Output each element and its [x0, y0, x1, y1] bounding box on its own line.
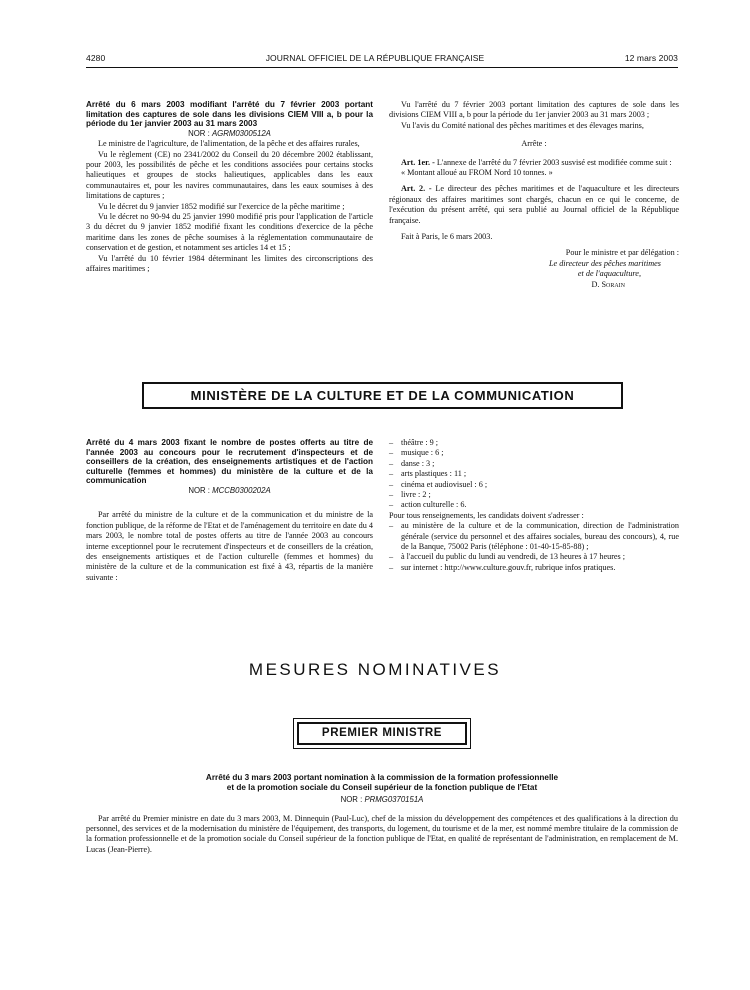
arrete-1-article-1: Art. 1er. - L'annexe de l'arrêté du 7 février 2003 susvisé est modifiée comme suit : — [401, 157, 672, 167]
arrete-1-signature-line-1: Pour le ministre et par délégation : — [565, 248, 679, 258]
contact-intro: Pour tous renseignements, les candidats doivent s'adresser : — [389, 510, 584, 520]
journal-title: JOURNAL OFFICIEL DE LA RÉPUBLIQUE FRANÇAISE — [265, 53, 485, 63]
arrete-1-visa-reglement: Vu le règlement (CE) no 2341/2002 du Conseil du 20 décembre 2002 établissant, pour 2003, les possibilités de pêche et les conditions associées pour certains stocks halieutiques et groupes de stocks halieutiques, applicables dans les eaux communautaires et, pour les navires communautaires, dans les eaux soumises à des limitations de captures ; — [86, 149, 373, 201]
arrete-2-nor: NOR : MCCB0300202A — [188, 485, 271, 495]
arrete-1-title: Arrêté du 6 mars 2003 modifiant l'arrêté du 7 février 2003 portant limitation des captures de sole dans les divisions CIEM VIII a, b pour la période du 1er janvier 2003 au 31 mars 2003 — [86, 100, 373, 129]
page-number: 4280 — [86, 53, 106, 63]
arrete-2-body: Par arrêté du ministre de la culture et de la communication et du ministre de la fonction publique, de la réforme de l'Etat et de l'aménagement du territoire en date du 4 mars 2003, le nombre total de postes offerts au titre de l'année 2003 au concours interne exceptionnel pour le recrutement d'inspecteurs et de conseillers de la création, des enseignements artistiques et de l'action culturelle (femmes et hommes) du ministère de la culture et de la communication est fixé à 43, répartis de la manière suivante : — [86, 510, 373, 582]
posts-list — [389, 438, 679, 511]
contact-list — [389, 521, 679, 573]
contact-list-item: – sur internet : http://www.culture.gouv.fr, rubrique infos pratiques. — [389, 563, 679, 573]
arrete-1-fait-a: Fait à Paris, le 6 mars 2003. — [401, 232, 493, 242]
arrete-1-visa-comite: Vu l'avis du Comité national des pêches maritimes et des élevages marins, — [401, 120, 644, 130]
posts-list-item: – danse : 3 ; — [389, 459, 679, 469]
arrete-3 — [86, 773, 678, 855]
arrete-1-visa-decret-1990: Vu le décret no 90-94 du 25 janvier 1990 modifié pris pour l'application de l'article 3 du décret du 9 janvier 1852 modifié fixant les conditions d'exercice de la pêche maritime dans les zones de pêche soumises à la réglementation communautaire de conservation et de gestion, et notamment ses articles 14 et 15 ; — [86, 212, 373, 253]
arrete-1-signature-line-2: Le directeur des pêches maritimes — [548, 258, 661, 268]
arrete-1-left-column — [86, 100, 373, 274]
issue-date: 12 mars 2003 — [624, 53, 678, 63]
header-rule — [86, 67, 678, 68]
premier-ministre-heading: PREMIER MINISTRE — [297, 722, 467, 745]
posts-list-item: – arts plastiques : 11 ; — [389, 469, 679, 479]
contact-list-item: – à l'accueil du public du lundi au vendredi, de 13 heures à 17 heures ; — [389, 552, 679, 562]
arrete-1-signature-line-3: et de l'aquaculture, — [577, 269, 641, 279]
posts-list-item: – livre : 2 ; — [389, 490, 679, 500]
posts-list-item: – musique : 6 ; — [389, 448, 679, 458]
arrete-3-title-line-2: et de la promotion sociale du Conseil supérieur de la fonction publique de l'Etat — [226, 782, 538, 792]
arrete-3-title-line-1: Arrêté du 3 mars 2003 portant nomination à la commission de la formation professionnelle — [205, 773, 559, 782]
arrete-3-nor: NOR : PRMG0370151A — [340, 795, 424, 805]
arrete-1-minister: Le ministre de l'agriculture, de l'alimentation, de la pêche et des affaires rurales, — [98, 139, 360, 149]
arrete-1-visa-decret-1852: Vu le décret du 9 janvier 1852 modifié sur l'exercice de la pêche maritime ; — [98, 201, 345, 211]
arrete-1-right-column — [389, 100, 679, 290]
arrete-2-right-column — [389, 438, 679, 573]
arrete-1-article-1-quote: « Montant alloué au FROM Nord 10 tonnes. » — [401, 168, 553, 178]
contact-list-item: – au ministère de la culture et de la communication, direction de l'administration générale (service du personnel et des affaires sociales, bureau des concours), 4, rue de la Banque, 75002 Paris (téléphone : 01-40-15-85-88) ; — [389, 521, 679, 552]
section-heading-mesures-nominatives: MESURES NOMINATIVES — [248, 660, 502, 679]
arrete-1-visa-arrete-2003: Vu l'arrêté du 7 février 2003 portant limitation des captures de sole dans les divisions CIEM VIII a, b pour la période du 1er janvier 2003 au 31 mars 2003 ; — [389, 100, 679, 120]
arrete-3-body: Par arrêté du Premier ministre en date du 3 mars 2003, M. Dinnequin (Paul-Luc), chef de la mission du développement des compétences et des qualifications à la direction du personnel, des services et de la modernisation du ministère de l'équipement, des transports, du logement, du tourisme et de la mer, est nommé membre titulaire de la commission de la formation professionnelle et de la promotion sociale du Conseil supérieur de la fonction publique de l'Etat, en qualité de représentant de l'administration, en remplacement de M. Lucas (Jean-Pierre). — [86, 813, 678, 854]
arrete-1-nor: NOR : AGRM0300512A — [188, 128, 271, 138]
arrete-1-signatory: D. Sorain — [591, 279, 625, 289]
arrete-1-arrete: Arrête : — [521, 139, 547, 149]
ministry-culture-heading: MINISTÈRE DE LA CULTURE ET DE LA COMMUNICATION — [142, 382, 623, 409]
arrete-2-left-column — [86, 438, 373, 583]
posts-list-item: – action culturelle : 6. — [389, 500, 679, 510]
posts-list-item: – cinéma et audiovisuel : 6 ; — [389, 480, 679, 490]
arrete-1-article-2: Art. 2. - Le directeur des pêches maritimes et de l'aquaculture et les directeurs régionaux des affaires maritimes sont chargés, chacun en ce qui le concerne, de l'exécution du présent arrêté, qui sera publié au Journal officiel de la République française. — [389, 184, 680, 225]
arrete-1-visa-arrete-1984: Vu l'arrêté du 10 février 1984 déterminant les limites des circonscriptions des affaires maritimes ; — [86, 253, 373, 274]
posts-list-item: – théâtre : 9 ; — [389, 438, 679, 448]
arrete-2-title: Arrêté du 4 mars 2003 fixant le nombre de postes offerts au titre de l'année 2003 au concours pour le recrutement d'inspecteurs et de conseillers de la création, des enseignements artistiques et de l'action culturelle (femmes et hommes) du ministère de la culture et de la communication — [86, 438, 373, 486]
